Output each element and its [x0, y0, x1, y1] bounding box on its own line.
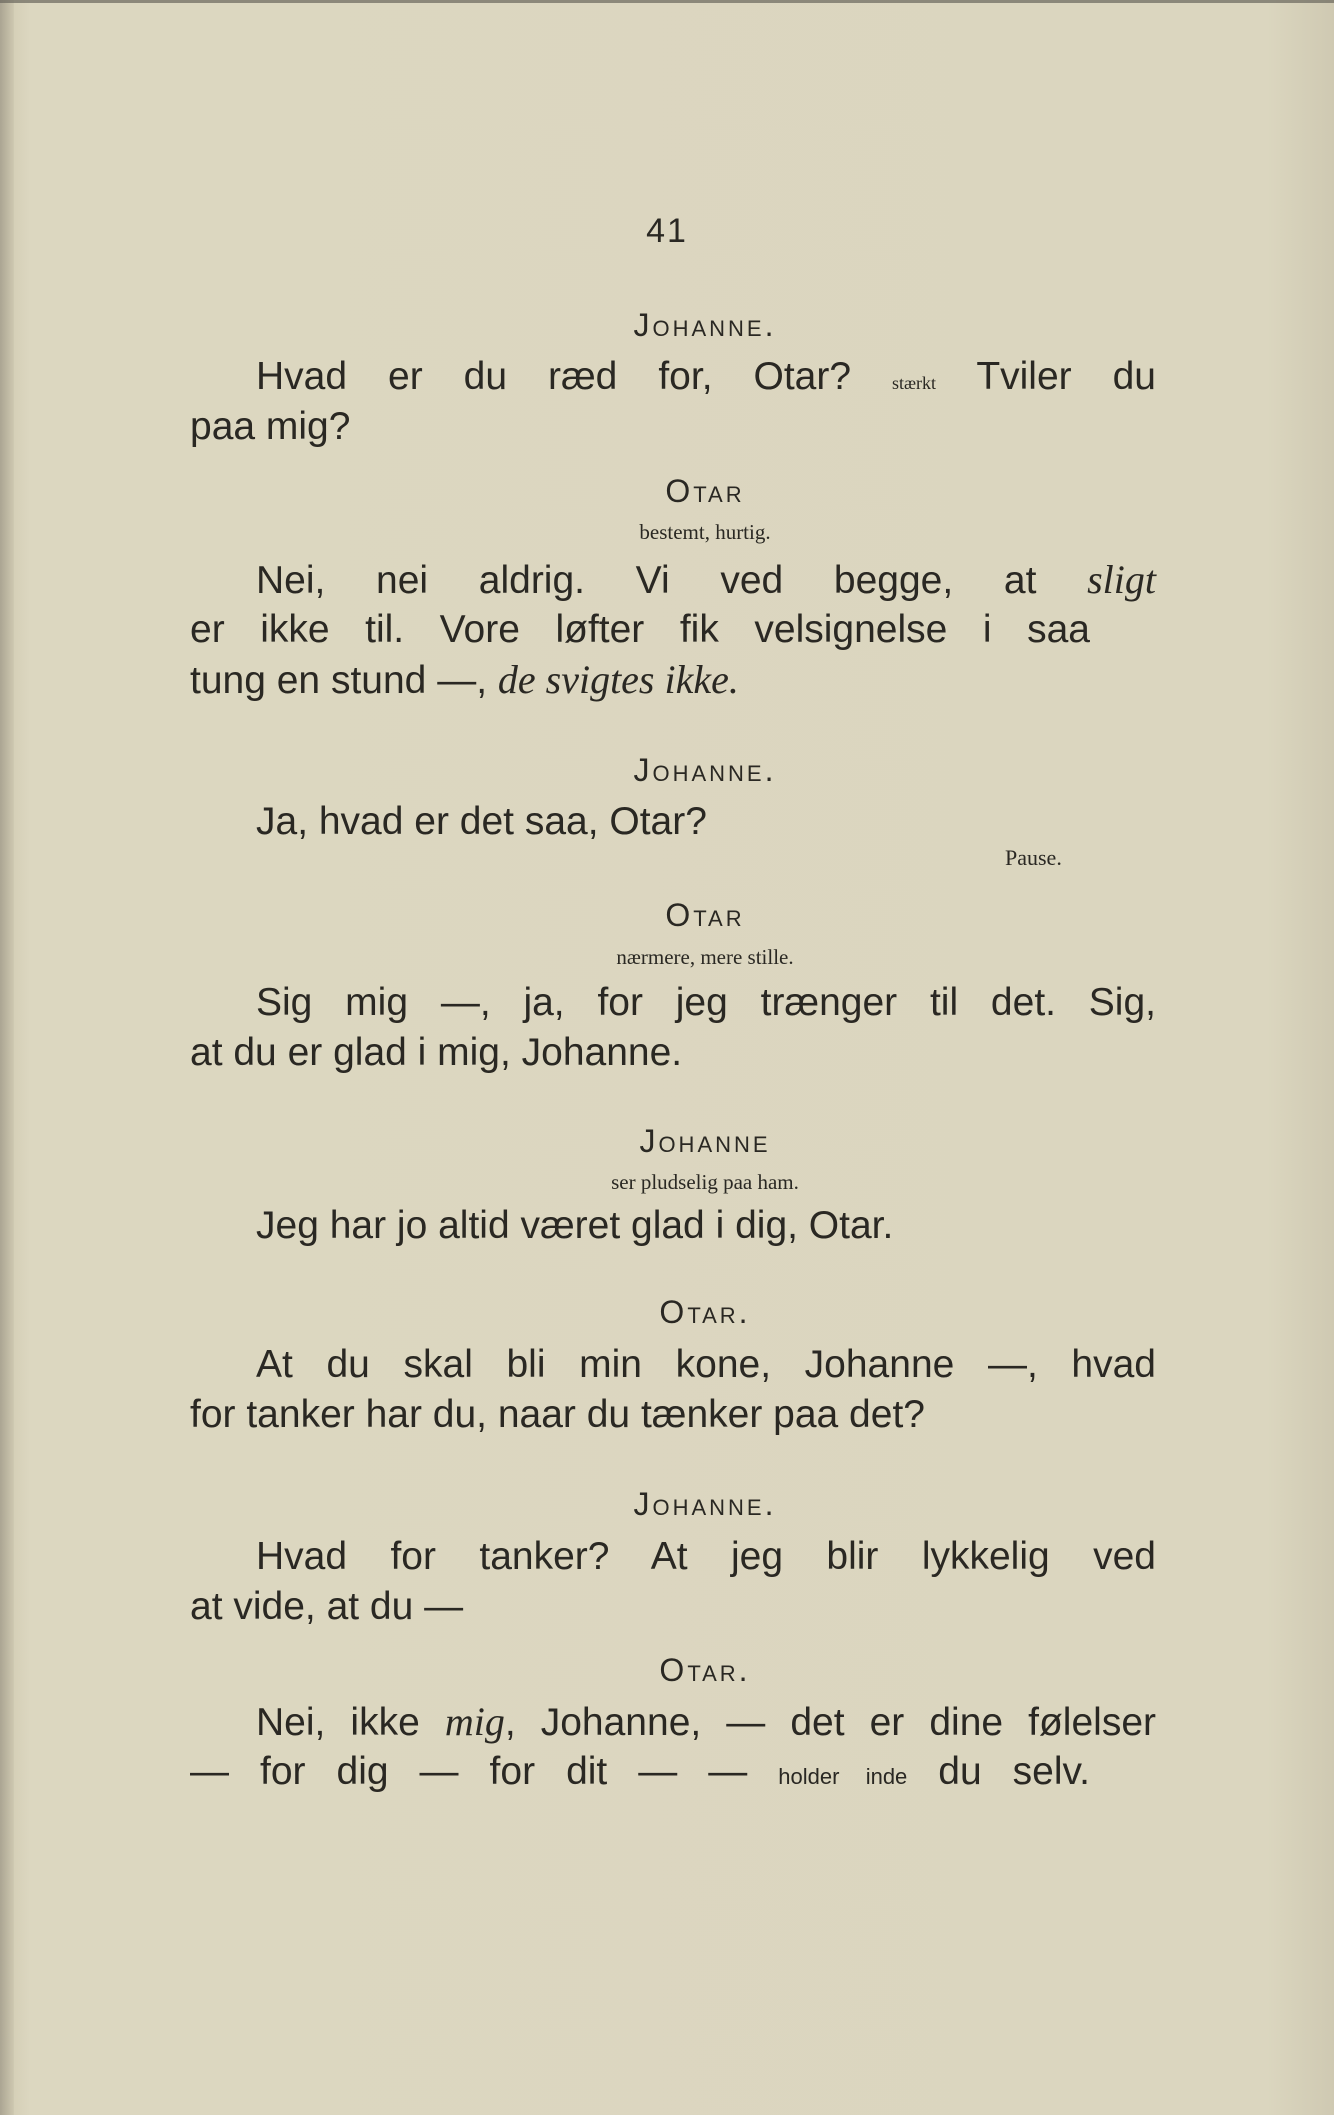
speech-line [256, 352, 1156, 408]
stage-direction: ser pludselig paa ham. [611, 1170, 799, 1194]
speech-line [256, 555, 1156, 606]
speech-text: Ja, hvad er det saa, Otar? [256, 800, 707, 843]
stage-direction: nærmere, mere stille. [616, 945, 794, 969]
speech-text: Hvad er du ræd for, Otar? [256, 355, 893, 398]
stage-direction: bestemt, hurtig. [639, 520, 771, 544]
speech-line [256, 1697, 1156, 1748]
stage-direction: Pause. [1005, 845, 1062, 870]
speech-text: for tanker har du, naar du tænker paa det? [190, 1393, 925, 1436]
speech-text: Nei, nei aldrig. Vi ved begge, at [256, 559, 1088, 602]
speech-line [256, 1532, 1156, 1582]
speech-text: at du er glad i mig, Johanne. [190, 1031, 683, 1074]
speech-line [256, 1201, 893, 1251]
speech-text: tung en stund —, [190, 659, 498, 702]
speech-text: er ikke til. Vore løfter fik velsignelse i saa [190, 608, 1090, 651]
emphasis-text: de svigtes ikke. [497, 657, 739, 702]
speech-line [190, 1390, 925, 1440]
speech-line [190, 655, 739, 706]
page-number: 41 [646, 212, 688, 250]
speech-line [190, 605, 1090, 655]
speech-line [190, 1028, 682, 1078]
speech-line [190, 1582, 463, 1632]
speaker-name: Otar [665, 473, 745, 509]
speech-text: du selv. [907, 1750, 1090, 1793]
speaker-name: Johanne. [633, 1486, 777, 1522]
speech-line [190, 1747, 1090, 1802]
speech-text: at vide, at du — [190, 1585, 464, 1628]
speech-line [256, 1340, 1156, 1390]
speaker-name: Johanne. [633, 307, 777, 343]
speech-text: Jeg har jo altid været glad i dig, Otar. [256, 1204, 894, 1247]
speaker-name: Otar. [659, 1294, 751, 1330]
top-border [0, 0, 1334, 3]
speaker-name: Johanne [639, 1123, 771, 1159]
speaker-name: Otar [665, 897, 745, 933]
speech-text: Nei, ikke [256, 1701, 445, 1744]
speech-text: Hvad for tanker? At jeg blir lykkelig ved [256, 1535, 1156, 1578]
speech-text: At du skal bli min kone, Johanne —, hvad [256, 1343, 1156, 1386]
speaker-name: Johanne. [633, 752, 777, 788]
speech-text: Tviler du [936, 355, 1156, 398]
speaker-name: Otar. [659, 1652, 751, 1688]
speech-line [256, 978, 1156, 1028]
stage-direction-inline: holder inde [778, 1764, 908, 1789]
stage-direction-inline: stærkt [892, 373, 937, 393]
speech-line [256, 797, 707, 847]
speech-line [190, 402, 350, 452]
speech-text: — for dig — for dit — — [190, 1750, 779, 1793]
speech-text: paa mig? [190, 405, 351, 448]
speech-text: , Johanne, — det er dine følelser [504, 1701, 1156, 1744]
emphasis-text: sligt [1087, 557, 1156, 602]
speech-text: Sig mig —, ja, for jeg trænger til det. Sig, [256, 981, 1156, 1024]
emphasis-text: mig [444, 1699, 505, 1744]
